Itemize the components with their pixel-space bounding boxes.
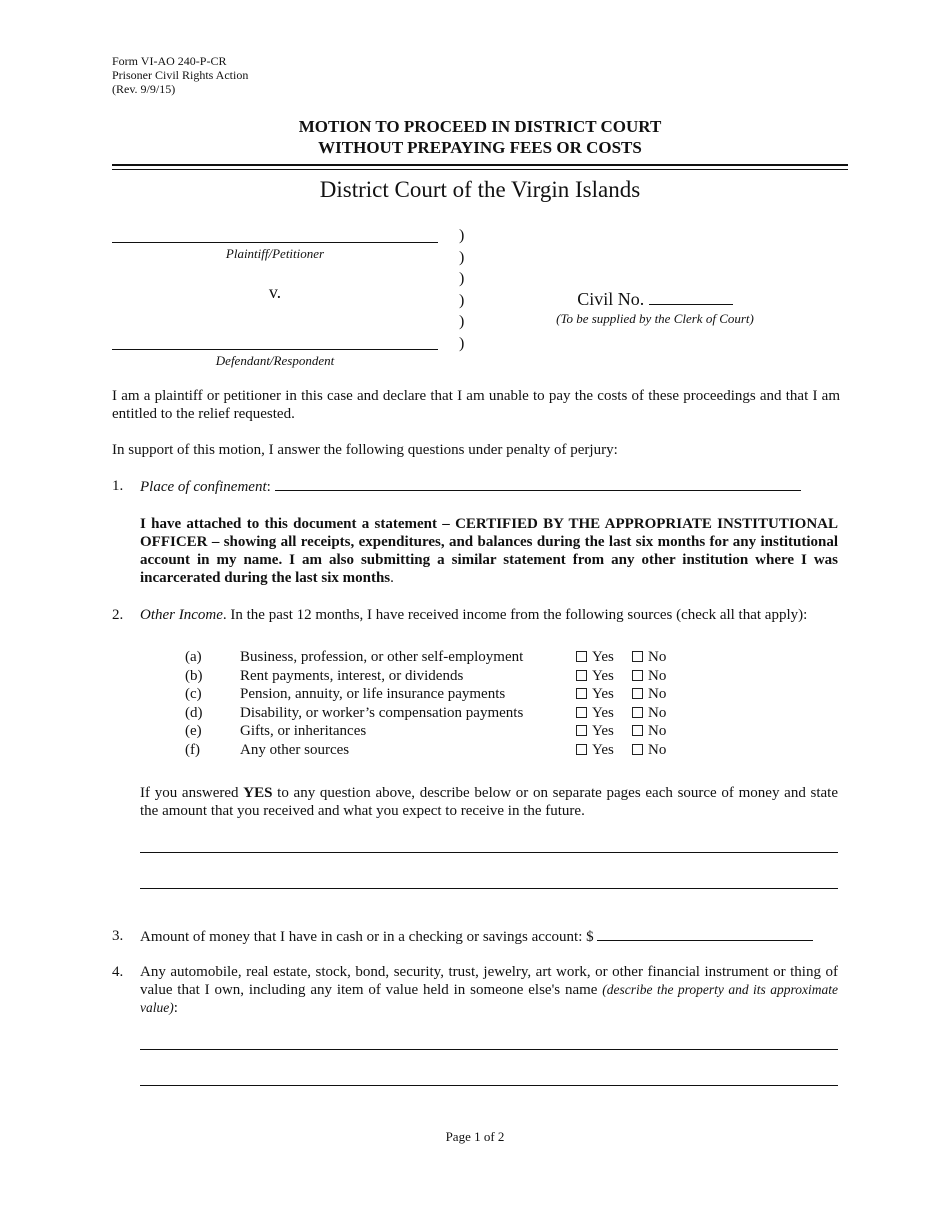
no-label: No [648, 704, 667, 721]
yes-checkbox-d[interactable] [576, 704, 614, 722]
title-line-1: MOTION TO PROCEED IN DISTRICT COURT [298, 117, 662, 136]
civil-no-label: Civil No. [577, 289, 645, 309]
checkbox-icon [632, 707, 643, 718]
yes-label: Yes [592, 741, 614, 758]
q2-text: . In the past 12 months, I have received income from the following sources (check all that apply): [222, 607, 808, 623]
income-row-f [0, 741, 950, 759]
caption-parentheses: ) ) ) ) ) ) [459, 227, 465, 352]
civil-number [520, 288, 790, 310]
income-letter: (a) [185, 649, 202, 665]
income-desc: Pension, annuity, or life insurance payments [240, 686, 506, 702]
page-number: Page 1 of 2 [445, 1129, 505, 1144]
no-checkbox-f[interactable] [632, 741, 666, 759]
income-letter: (d) [185, 704, 203, 721]
civil-no-field[interactable] [649, 290, 733, 305]
no-label: No [648, 741, 667, 758]
yes-checkbox-e[interactable] [576, 722, 614, 740]
no-label: No [648, 723, 667, 739]
q1-statement-text: I have attached to this document a statement – CERTIFIED BY THE APPROPRIATE INSTITUTIONAL OFFICER – showing all receipts, expenditures, and balances during the last six months for any institutional account in my name. I am also submitting a similar statement from any other institution where I was incarcerated during the last six months [140, 516, 838, 586]
declaration-paragraph: I am a plaintiff or petitioner in this case and declare that I am unable to pay the costs of these proceedings and that I am entitled to the relief requested. [112, 388, 840, 422]
yes-label: Yes [592, 667, 614, 684]
yes-checkbox-f[interactable] [576, 741, 614, 759]
q4-answer-line-1[interactable] [140, 1049, 838, 1050]
no-checkbox-d[interactable] [632, 704, 666, 722]
income-desc: Rent payments, interest, or dividends [240, 667, 464, 684]
q2-label: Other Income [140, 607, 223, 623]
no-checkbox-a[interactable] [632, 648, 666, 666]
q1-statement [140, 515, 838, 587]
no-label: No [648, 686, 667, 702]
defendant-label: Defendant/Respondent [215, 353, 335, 368]
place-of-confinement-field[interactable] [275, 477, 801, 491]
income-letter: (e) [185, 723, 202, 739]
defendant-name-line[interactable] [112, 349, 438, 350]
followup-yes: YES [243, 785, 273, 801]
checkbox-icon [576, 725, 587, 736]
q1-colon: : [266, 479, 271, 495]
form-type: Prisoner Civil Rights Action [112, 68, 249, 82]
no-label: No [648, 649, 667, 665]
checkbox-icon [576, 744, 587, 755]
checkbox-icon [576, 707, 587, 718]
income-row-c [0, 685, 950, 703]
no-checkbox-c[interactable] [632, 685, 666, 703]
q2-row [140, 606, 840, 624]
q4-note: (describe the property and its approximate value) [140, 982, 838, 1015]
q2-number: 2. [112, 607, 124, 623]
title-rule-thin [112, 169, 848, 170]
q4-text: Any automobile, real estate, stock, bond, security, trust, jewelry, art work, or other financial instrument or thing of value that I own, including any item of value held in someone else's name [140, 964, 838, 998]
no-checkbox-e[interactable] [632, 722, 666, 740]
checkbox-icon [576, 651, 587, 662]
yes-checkbox-a[interactable] [576, 648, 614, 666]
q3-row [140, 927, 813, 946]
income-row-b [0, 667, 950, 685]
q1-row [140, 477, 801, 496]
followup-pre: If you answered [140, 785, 239, 801]
followup-post: to any question above, describe below or on separate pages each source of money and state the amount that you received and what you expect to receive in the future. [140, 785, 839, 819]
yes-label: Yes [592, 723, 614, 739]
versus-label: v. [268, 282, 282, 302]
checkbox-icon [632, 651, 643, 662]
income-letter: (b) [185, 667, 203, 684]
q4-row [140, 963, 838, 1017]
yes-checkbox-b[interactable] [576, 667, 614, 685]
q1-statement-end: . [390, 570, 394, 586]
income-row-e [0, 722, 950, 740]
form-revision: (Rev. 9/9/15) [112, 82, 176, 96]
income-desc: Gifts, or inheritances [240, 723, 367, 739]
q3-number: 3. [112, 928, 124, 944]
form-number: Form VI-AO 240-P-CR [112, 54, 227, 68]
income-row-d [0, 704, 950, 722]
document-title [112, 116, 848, 158]
q4-answer-line-2[interactable] [140, 1085, 838, 1086]
q3-text: Amount of money that I have in cash or in a checking or savings account: $ [140, 929, 594, 945]
q2-answer-line-2[interactable] [140, 888, 838, 889]
income-desc: Business, profession, or other self-employment [240, 649, 524, 665]
no-label: No [648, 667, 667, 684]
yes-label: Yes [592, 704, 614, 721]
q1-label: Place of confinement [140, 479, 267, 495]
title-rule-thick [112, 164, 848, 166]
q1-number: 1. [112, 478, 124, 494]
checkbox-icon [632, 670, 643, 681]
income-desc: Disability, or worker’s compensation payments [240, 704, 524, 721]
yes-checkbox-c[interactable] [576, 685, 614, 703]
income-desc: Any other sources [240, 741, 350, 758]
checkbox-icon [632, 725, 643, 736]
plaintiff-label: Plaintiff/Petitioner [225, 246, 325, 261]
q2-answer-line-1[interactable] [140, 852, 838, 853]
yes-label: Yes [592, 649, 614, 665]
court-name: District Court of the Virgin Islands [319, 177, 641, 202]
income-row-a [0, 648, 950, 666]
q2-followup [140, 784, 838, 820]
checkbox-icon [632, 688, 643, 699]
q4-colon: : [173, 1000, 178, 1016]
checkbox-icon [632, 744, 643, 755]
income-letter: (f) [185, 741, 200, 758]
cash-amount-field[interactable] [597, 927, 813, 941]
checkbox-icon [576, 688, 587, 699]
title-line-2: WITHOUT PREPAYING FEES OR COSTS [318, 138, 642, 157]
no-checkbox-b[interactable] [632, 667, 666, 685]
q4-number: 4. [112, 964, 124, 980]
support-paragraph: In support of this motion, I answer the following questions under penalty of perjury: [112, 442, 618, 458]
plaintiff-name-line[interactable] [112, 242, 438, 243]
yes-label: Yes [592, 686, 614, 702]
civil-no-note: (To be supplied by the Clerk of Court) [556, 311, 754, 326]
form-info [112, 54, 248, 96]
checkbox-icon [576, 670, 587, 681]
income-letter: (c) [185, 686, 202, 702]
